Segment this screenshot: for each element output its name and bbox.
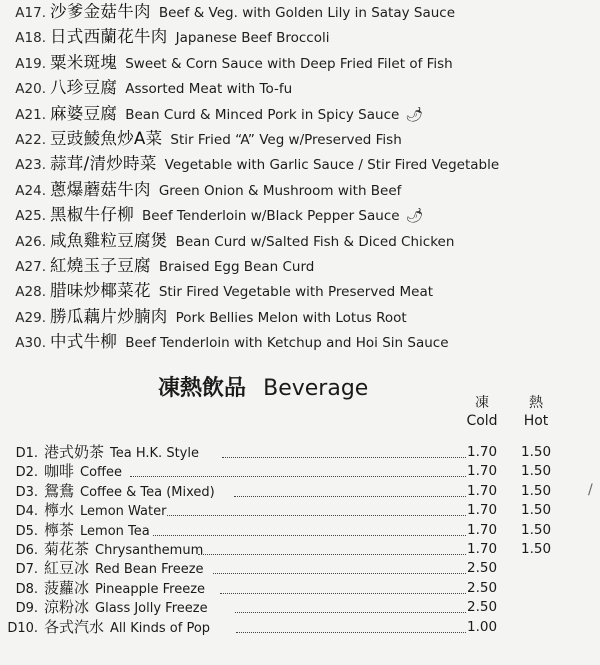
beverage-name-zh: 各式汽水 <box>44 617 105 636</box>
beverage-name-en: Tea H.K. Style <box>110 446 199 461</box>
beverage-name-en: Chrysanthemum <box>95 543 204 558</box>
item-name-en: Stir Fried “A” Veg w/Preserved Fish <box>170 132 402 148</box>
item-code: A23. <box>15 157 46 174</box>
beverage-name-zh: 檸水 <box>44 501 75 520</box>
beverage-name-en: Pineapple Freeze <box>95 581 206 597</box>
beverage-row <box>0 521 150 540</box>
item-code: A20. <box>15 81 46 98</box>
beverage-code: D5. <box>15 523 38 539</box>
cold-price: 1.00 <box>467 618 498 635</box>
cold-price: 1.70 <box>467 482 498 499</box>
leader-dots <box>236 632 466 633</box>
beverage-code: D4. <box>15 504 38 520</box>
item-name-zh: 粟米斑塊 <box>50 52 118 72</box>
menu-item-row <box>0 330 449 354</box>
item-name-zh: 豆豉鯪魚炒A菜 <box>50 129 163 148</box>
beverage-name-en: Lemon Water <box>80 504 167 520</box>
hot-price: 1.50 <box>521 521 552 538</box>
item-code: A21. <box>15 106 46 123</box>
beverage-name-zh: 菊花茶 <box>44 540 90 558</box>
beverage-title-en: Beverage <box>263 376 369 401</box>
menu-item-row <box>0 305 407 329</box>
cold-price: 2.50 <box>467 599 498 616</box>
beverage-name-en: Coffee & Tea (Mixed) <box>80 484 215 500</box>
item-code: A19. <box>15 55 46 72</box>
leader-dots <box>220 593 466 594</box>
item-name-en: Stir Fired Vegetable with Preserved Meat <box>158 284 434 301</box>
item-name-en: Beef & Veg. with Golden Lily in Satay Sauce <box>158 5 456 21</box>
beverage-code: D6. <box>15 543 38 558</box>
hot-header-en: Hot <box>523 413 549 429</box>
menu-item-row <box>0 254 314 278</box>
beverage-code: D7. <box>15 562 38 578</box>
menu-item-row <box>0 229 454 253</box>
item-name-zh: 沙爹金菇牛肉 <box>50 2 151 21</box>
item-code: A17. <box>15 5 46 21</box>
cold-price: 1.70 <box>467 521 498 538</box>
cold-price: 2.50 <box>467 579 498 596</box>
beverage-row <box>0 540 203 559</box>
item-code: A26. <box>15 233 46 250</box>
item-name-en: Sweet & Corn Sauce with Deep Fried Filet of Fish <box>125 55 453 72</box>
beverage-title-zh: 凍熱飲品 <box>158 376 247 401</box>
leader-dots <box>167 515 466 516</box>
beverage-name-zh: 涼粉冰 <box>44 598 90 617</box>
item-name-zh: 咸魚雞粒豆腐煲 <box>50 230 168 250</box>
item-name-zh: 腊味炒椰菜花 <box>50 281 151 301</box>
item-code: A28. <box>15 284 46 301</box>
leader-dots <box>235 612 466 613</box>
item-name-en: Bean Curd & Minced Pork in Spicy Sauce <box>125 106 400 123</box>
beverage-code: D9. <box>15 601 38 617</box>
beverage-name-en: Glass Jolly Freeze <box>95 601 208 617</box>
cold-price: 1.70 <box>467 541 498 557</box>
beverage-section-title <box>158 372 368 406</box>
beverage-row <box>0 559 204 578</box>
item-name-en: Bean Curd w/Salted Fish & Diced Chicken <box>175 233 455 250</box>
item-name-zh: 八珍豆腐 <box>50 78 118 98</box>
menu-item-row <box>0 178 401 202</box>
beverage-name-en: All Kinds of Pop <box>110 620 211 636</box>
cold-price: 2.50 <box>467 560 498 577</box>
item-name-zh: 中式牛柳 <box>50 332 118 352</box>
chili-pepper-icon: 🌶 <box>405 208 424 225</box>
hot-header-zh: 熱 <box>529 395 543 411</box>
beverage-name-zh: 紅豆冰 <box>44 559 90 578</box>
item-code: A27. <box>15 259 46 275</box>
hot-price: 1.50 <box>521 482 552 499</box>
menu-item-row <box>0 127 402 151</box>
item-name-zh: 紅燒玉子豆腐 <box>50 256 151 275</box>
beverage-code: D3. <box>15 484 38 500</box>
cold-price: 1.70 <box>467 502 498 519</box>
menu-item-row <box>0 76 292 100</box>
item-name-en: Green Onion & Mushroom with Beef <box>158 182 402 199</box>
cold-header-en: Cold <box>466 413 498 429</box>
item-name-zh: 蒜茸/清炒時菜 <box>50 154 157 174</box>
leader-dots <box>130 476 466 477</box>
cold-price: 1.70 <box>467 444 498 460</box>
beverage-row <box>0 501 166 520</box>
cold-column-header <box>452 394 512 430</box>
leader-dots <box>213 573 466 574</box>
leader-dots <box>198 554 466 555</box>
hot-price: 1.50 <box>521 444 552 460</box>
cold-header-zh: 凍 <box>475 395 489 411</box>
item-name-en: Pork Bellies Melon with Lotus Root <box>175 309 407 326</box>
menu-item-row <box>0 279 433 303</box>
menu-item-row <box>0 51 453 75</box>
item-name-zh: 蔥爆蘑菇牛肉 <box>50 179 151 199</box>
hot-price: 1.50 <box>521 541 552 557</box>
beverage-name-en: Lemon Tea <box>80 523 150 539</box>
beverage-name-zh: 港式奶茶 <box>44 443 105 461</box>
beverage-code: D10. <box>7 620 38 636</box>
menu-item-row <box>0 25 330 49</box>
beverage-name-zh: 檸茶 <box>44 520 75 539</box>
beverage-code: D2. <box>15 465 38 481</box>
chili-pepper-icon: 🌶 <box>405 106 424 123</box>
beverage-name-zh: 咖啡 <box>44 462 75 481</box>
beverage-code: D8. <box>15 581 38 597</box>
beverage-row <box>0 462 122 481</box>
beverage-row <box>0 618 210 637</box>
item-name-en: Vegetable with Garlic Sauce / Stir Fired Vegetable <box>164 157 500 174</box>
leader-dots <box>222 457 466 458</box>
item-code: A25. <box>15 208 46 225</box>
leader-dots <box>234 496 466 497</box>
item-code: A30. <box>15 335 46 352</box>
item-name-en: Braised Egg Bean Curd <box>158 259 315 275</box>
item-name-zh: 日式西蘭花牛肉 <box>50 27 168 47</box>
item-code: A18. <box>15 30 46 47</box>
beverage-row <box>0 482 215 501</box>
beverage-row <box>0 598 208 617</box>
item-name-en: Beef Tenderloin with Ketchup and Hoi Sin Sauce <box>125 335 449 352</box>
beverage-name-en: Red Bean Freeze <box>95 562 204 578</box>
menu-item-row <box>0 203 423 227</box>
beverage-code: D1. <box>15 446 38 461</box>
hot-price: 1.50 <box>521 502 552 519</box>
item-code: A22. <box>15 132 46 148</box>
item-code: A24. <box>15 182 46 199</box>
item-name-zh: 黑椒牛仔柳 <box>50 205 134 225</box>
beverage-name-zh: 鴛鴦 <box>44 481 75 500</box>
menu-item-row <box>0 0 455 24</box>
menu-item-row <box>0 152 499 176</box>
hot-column-header <box>506 394 566 430</box>
menu-item-row <box>0 102 423 126</box>
item-name-zh: 勝瓜藕片炒腩肉 <box>50 306 168 326</box>
leader-dots <box>153 535 466 536</box>
page-edge-mark: / <box>588 482 593 498</box>
item-name-en: Japanese Beef Broccoli <box>175 30 330 47</box>
cold-price: 1.70 <box>467 463 498 480</box>
item-name-en: Beef Tenderloin w/Black Pepper Sauce <box>142 208 400 225</box>
beverage-name-zh: 菠蘿冰 <box>44 578 90 597</box>
beverage-row <box>0 443 199 462</box>
beverage-name-en: Coffee <box>80 465 122 481</box>
item-name-en: Assorted Meat with To-fu <box>125 81 293 98</box>
item-name-zh: 麻婆豆腐 <box>50 103 118 123</box>
hot-price: 1.50 <box>521 463 552 480</box>
beverage-row <box>0 579 205 598</box>
item-code: A29. <box>15 309 46 326</box>
